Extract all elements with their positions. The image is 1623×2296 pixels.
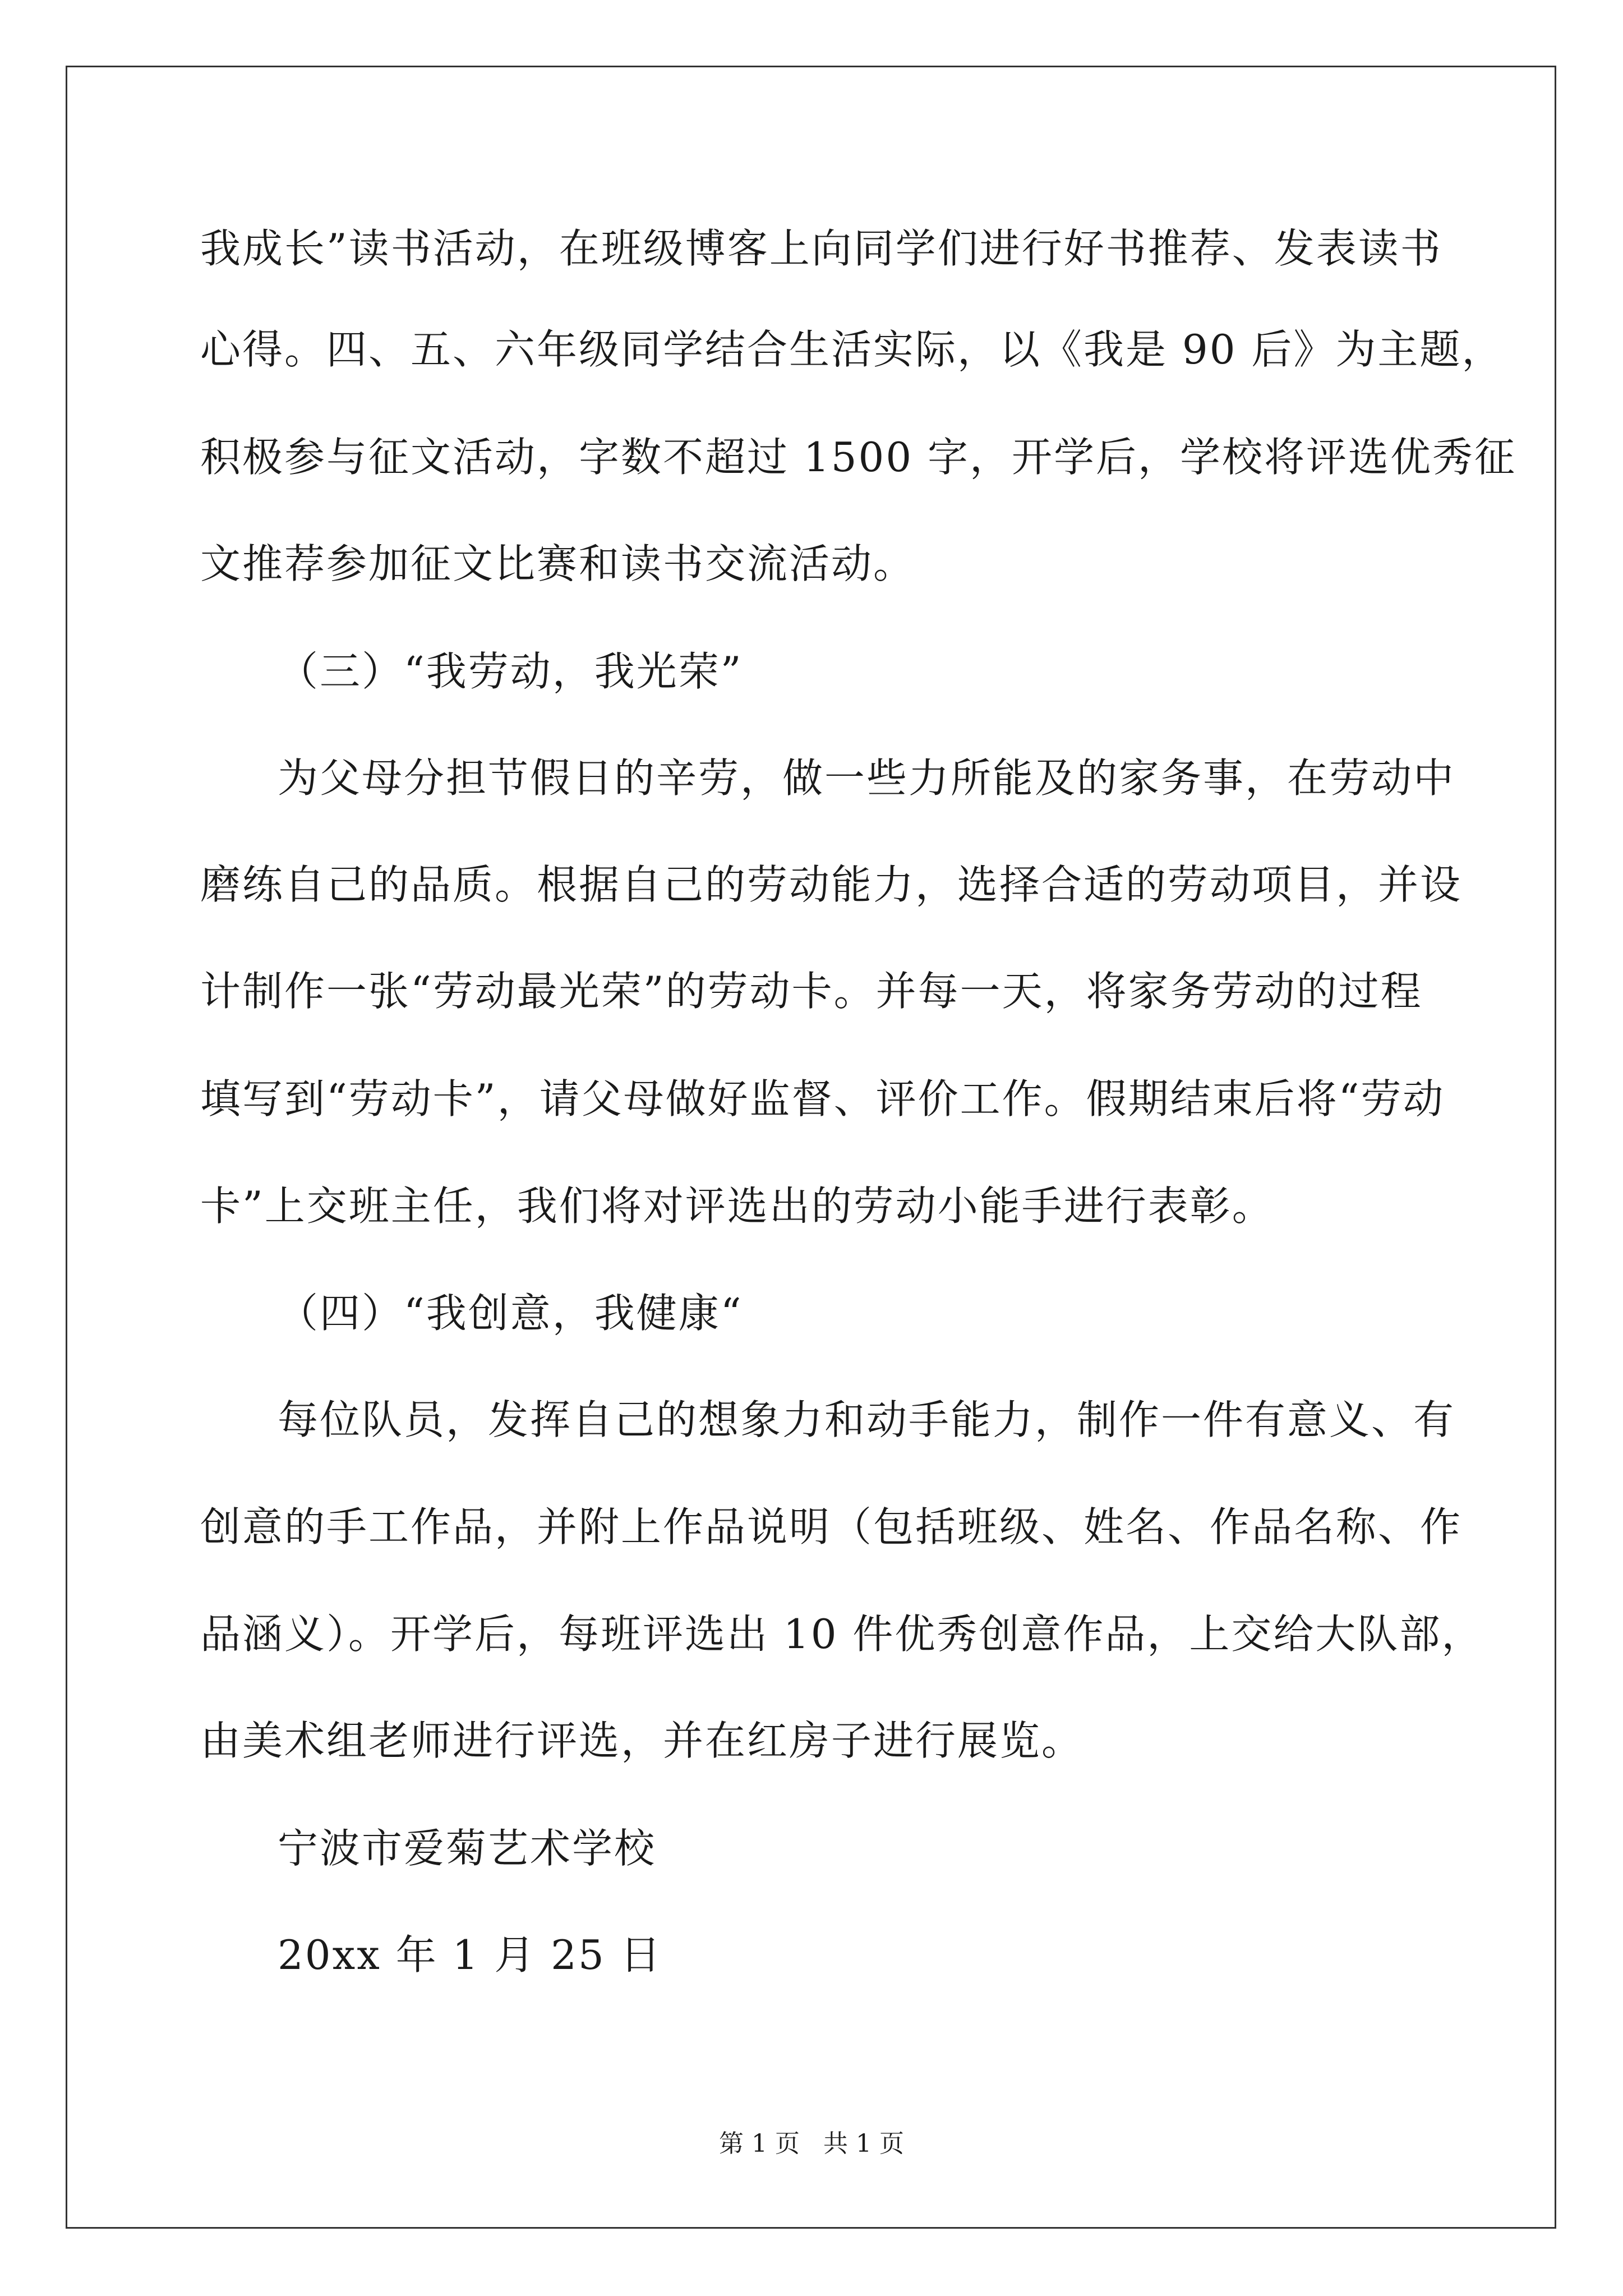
body-line: 每位队员，发挥自己的想象力和动手能力，制作一件有意义、有 [278,1396,1456,1443]
body-line: 我成长”读书活动，在班级博客上向同学们进行好书推荐、发表读书 [200,225,1442,272]
body-line: 品涵义）。开学后，每班评选出 10 件优秀创意作品，上交给大队部， [200,1611,1484,1658]
body-line: 为父母分担节假日的辛劳，做一些力所能及的家务事，在劳动中 [278,754,1456,802]
signature-school: 宁波市爱菊艺术学校 [278,1825,657,1872]
body-line: 磨练自己的品质。根据自己的劳动能力，选择合适的劳动项目，并设 [200,861,1463,908]
body-line: 文推荐参加征文比赛和读书交流活动。 [200,540,916,587]
section-heading: （三）“我劳动，我光荣” [278,648,743,695]
body-line: 填写到“劳动卡”，请父母做好监督、评价工作。假期结束后将“劳动 [200,1075,1445,1122]
body-line: 卡”上交班主任，我们将对评选出的劳动小能手进行表彰。 [200,1182,1274,1230]
body-line: 计制作一张“劳动最光荣”的劳动卡。并每一天，将家务劳动的过程 [200,968,1423,1015]
section-heading: （四）“我创意，我健康“ [278,1290,743,1337]
body-line: 由美术组老师进行评选，并在红房子进行展览。 [200,1717,1084,1764]
page-footer: 第 1 页 共 1 页 [719,2129,904,2158]
page-border [66,66,1556,2229]
body-line: 积极参与征文活动，字数不超过 1500 字，开学后，学校将评选优秀征 [200,434,1517,481]
body-line: 心得。四、五、六年级同学结合生活实际，以《我是 90 后》为主题， [200,326,1504,373]
signature-date: 20xx 年 1 月 25 日 [278,1931,662,1978]
body-line: 创意的手工作品，并附上作品说明（包括班级、姓名、作品名称、作 [200,1503,1463,1550]
